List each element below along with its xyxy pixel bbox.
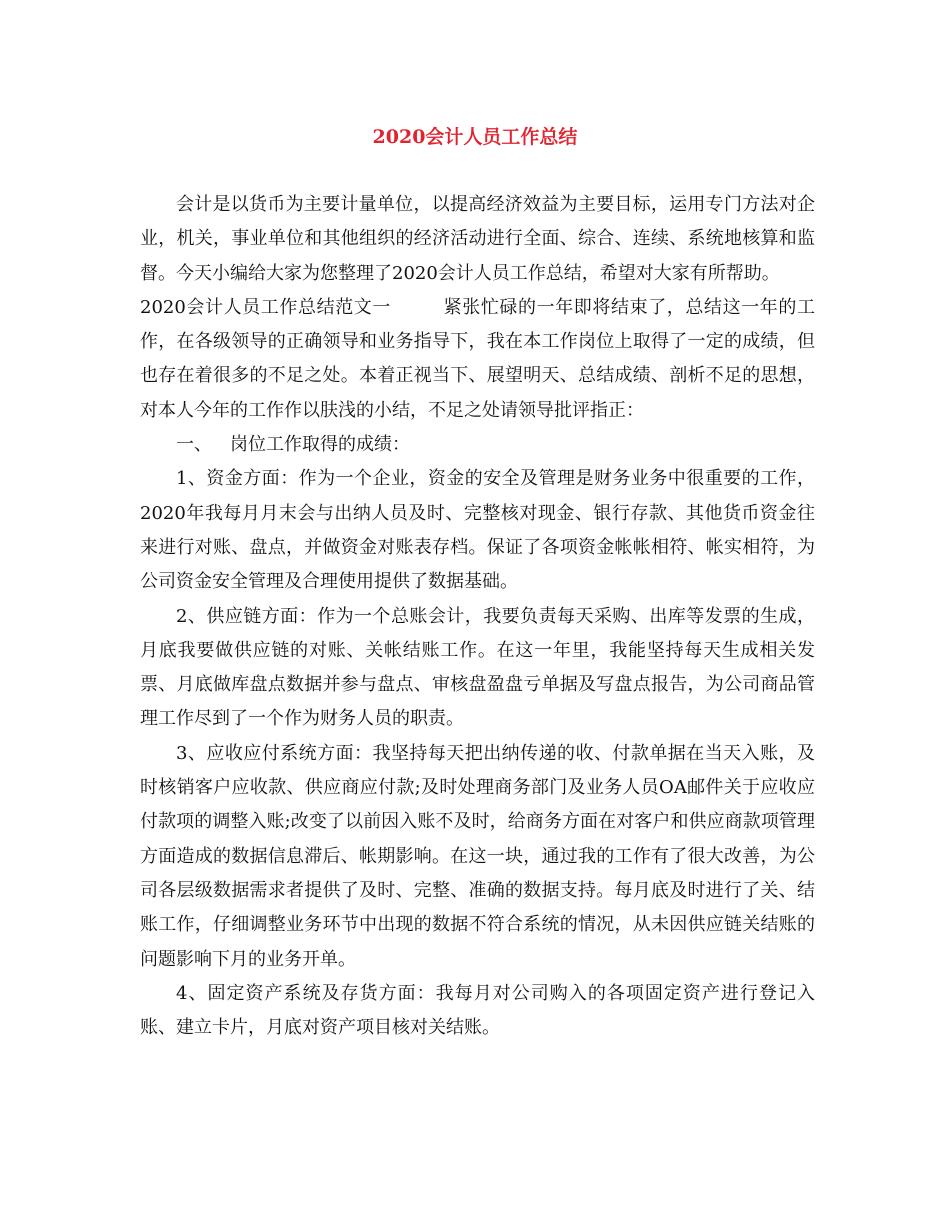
sample-paragraph	[140, 291, 815, 428]
section-heading-text: 岗位工作取得的成绩：	[230, 434, 410, 456]
sample-label: 2020会计人员工作总结范文一	[140, 296, 392, 318]
intro-paragraph: 会计是以货币为主要计量单位，以提高经济效益为主要目标，运用专门方法对企业，机关，事业单位和其他组织的经济活动进行全面、综合、连续、系统地核算和监督。今天小编给大家为您整理了2020会计人员工作总结，希望对大家有所帮助。	[140, 194, 815, 284]
document-title: 2020会计人员工作总结	[372, 126, 578, 148]
section-heading-number: 一、	[176, 434, 212, 456]
item-receivables-payables-paragraph: 3、应收应付系统方面：我坚持每天把出纳传递的收、付款单据在当天入账，及时核销客户应收款、供应商应付款;及时处理商务部门及业务人员OA邮件关于应收应付款项的调整入账;改变了以前因入账不及时，给商务方面在对客户和供应商款项管理方面造成的数据信息滞后、帐期影响。在这一块，通过我的工作有了很大改善，为公司各层级数据需求者提供了及时、完整、准确的数据支持。每月底及时进行了关、结账工作，仔细调整业务环节中出现的数据不符合系统的情况，从未因供应链关结账的问题影响下月的业务开单。	[140, 742, 815, 970]
sample-text: 紧张忙碌的一年即将结束了，总结这一年的工作，在各级领导的正确领导和业务指导下，我在本工作岗位上取得了一定的成绩，但也存在着很多的不足之处。本着正视当下、展望明天、总结成绩、剖析不足的思想，对本人今年的工作作以肤浅的小结，不足之处请领导批评指正：	[140, 296, 816, 421]
item-fixed-assets-paragraph: 4、固定资产系统及存货方面：我每月对公司购入的各项固定资产进行登记入账、建立卡片，月底对资产项目核对关结账。	[140, 982, 815, 1039]
document-body	[140, 188, 815, 1045]
item-funds-paragraph: 1、资金方面：作为一个企业，资金的安全及管理是财务业务中很重要的工作，2020年我每月月末会与出纳人员及时、完整核对现金、银行存款、其他货币资金往来进行对账、盘点，并做资金对账表存档。保证了各项资金帐帐相符、帐实相符，为公司资金安全管理及合理使用提供了数据基础。	[140, 468, 815, 593]
item-supply-chain-paragraph: 2、供应链方面：作为一个总账会计，我要负责每天采购、出库等发票的生成，月底我要做供应链的对账、关帐结账工作。在这一年里，我能坚持每天生成相关发票、月底做库盘点数据并参与盘点、审核盘盈盘亏单据及写盘点报告，为公司商品管理工作尽到了一个作为财务人员的职责。	[140, 605, 815, 730]
section-heading	[140, 428, 815, 462]
